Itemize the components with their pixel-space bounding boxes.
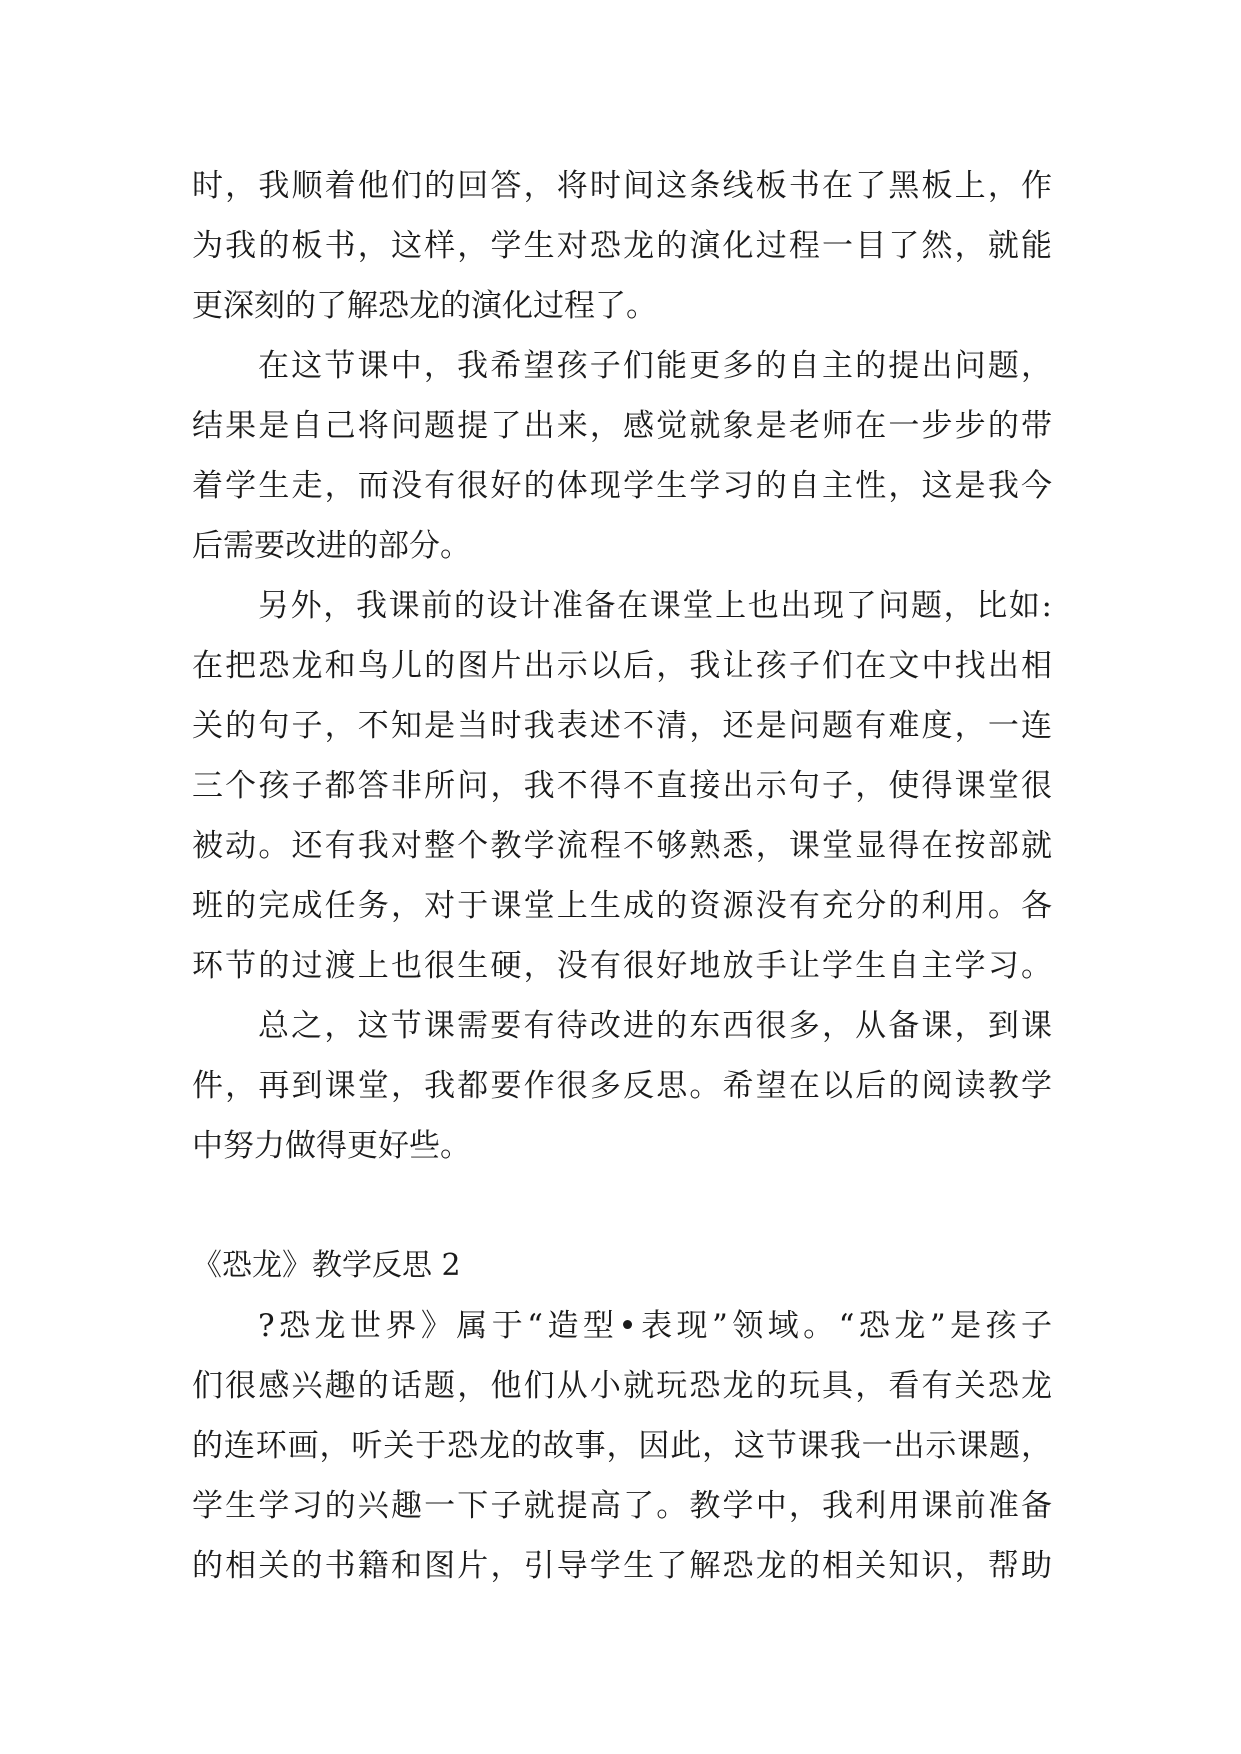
paragraph-2-line-2: 结果是自己将问题提了出来，感觉就象是老师在一步步的带 (192, 408, 1052, 444)
section-paragraph-line-2: 们很感兴趣的话题，他们从小就玩恐龙的玩具，看有关恐龙 (192, 1368, 1052, 1404)
paragraph-3-line-4: 三个孩子都答非所问，我不得不直接出示句子，使得课堂很 (192, 768, 1052, 804)
section-paragraph-line-4: 学生学习的兴趣一下子就提高了。教学中，我利用课前准备 (192, 1488, 1052, 1524)
section-title: 《恐龙》教学反思 2 (192, 1248, 461, 1283)
paragraph-4-line-1: 总之，这节课需要有待改进的东西很多，从备课，到课 (258, 1008, 1052, 1044)
section-paragraph-line-3: 的连环画，听关于恐龙的故事，因此，这节课我一出示课题， (192, 1428, 1052, 1464)
paragraph-3-line-6: 班的完成任务，对于课堂上生成的资源没有充分的利用。各 (192, 888, 1052, 924)
paragraph-1-line-2: 为我的板书，这样，学生对恐龙的演化过程一目了然，就能 (192, 228, 1052, 264)
paragraph-2-line-1: 在这节课中，我希望孩子们能更多的自主的提出问题， (258, 348, 1052, 384)
paragraph-2-line-4: 后需要改进的部分。 (192, 528, 471, 564)
paragraph-1-line-1: 时，我顺着他们的回答，将时间这条线板书在了黑板上，作 (192, 168, 1052, 204)
paragraph-3-line-2: 在把恐龙和鸟儿的图片出示以后，我让孩子们在文中找出相 (192, 648, 1052, 684)
paragraph-4-line-2: 件，再到课堂，我都要作很多反思。希望在以后的阅读教学 (192, 1068, 1052, 1104)
paragraph-3-line-1: 另外，我课前的设计准备在课堂上也出现了问题，比如: (258, 588, 1052, 624)
paragraph-4-line-3: 中努力做得更好些。 (192, 1128, 471, 1164)
paragraph-3-line-3: 关的句子，不知是当时我表述不清，还是问题有难度，一连 (192, 708, 1052, 744)
section-paragraph-line-1: ?恐龙世界》属于“造型•表现”领域。“恐龙”是孩子 (258, 1308, 1052, 1344)
paragraph-1-line-3: 更深刻的了解恐龙的演化过程了。 (192, 288, 657, 324)
paragraph-2-line-3: 着学生走，而没有很好的体现学生学习的自主性，这是我今 (192, 468, 1052, 504)
section-paragraph-line-5: 的相关的书籍和图片，引导学生了解恐龙的相关知识，帮助 (192, 1548, 1052, 1584)
paragraph-3-line-5: 被动。还有我对整个教学流程不够熟悉，课堂显得在按部就 (192, 828, 1052, 864)
paragraph-3-line-7: 环节的过渡上也很生硬，没有很好地放手让学生自主学习。 (192, 948, 1052, 984)
